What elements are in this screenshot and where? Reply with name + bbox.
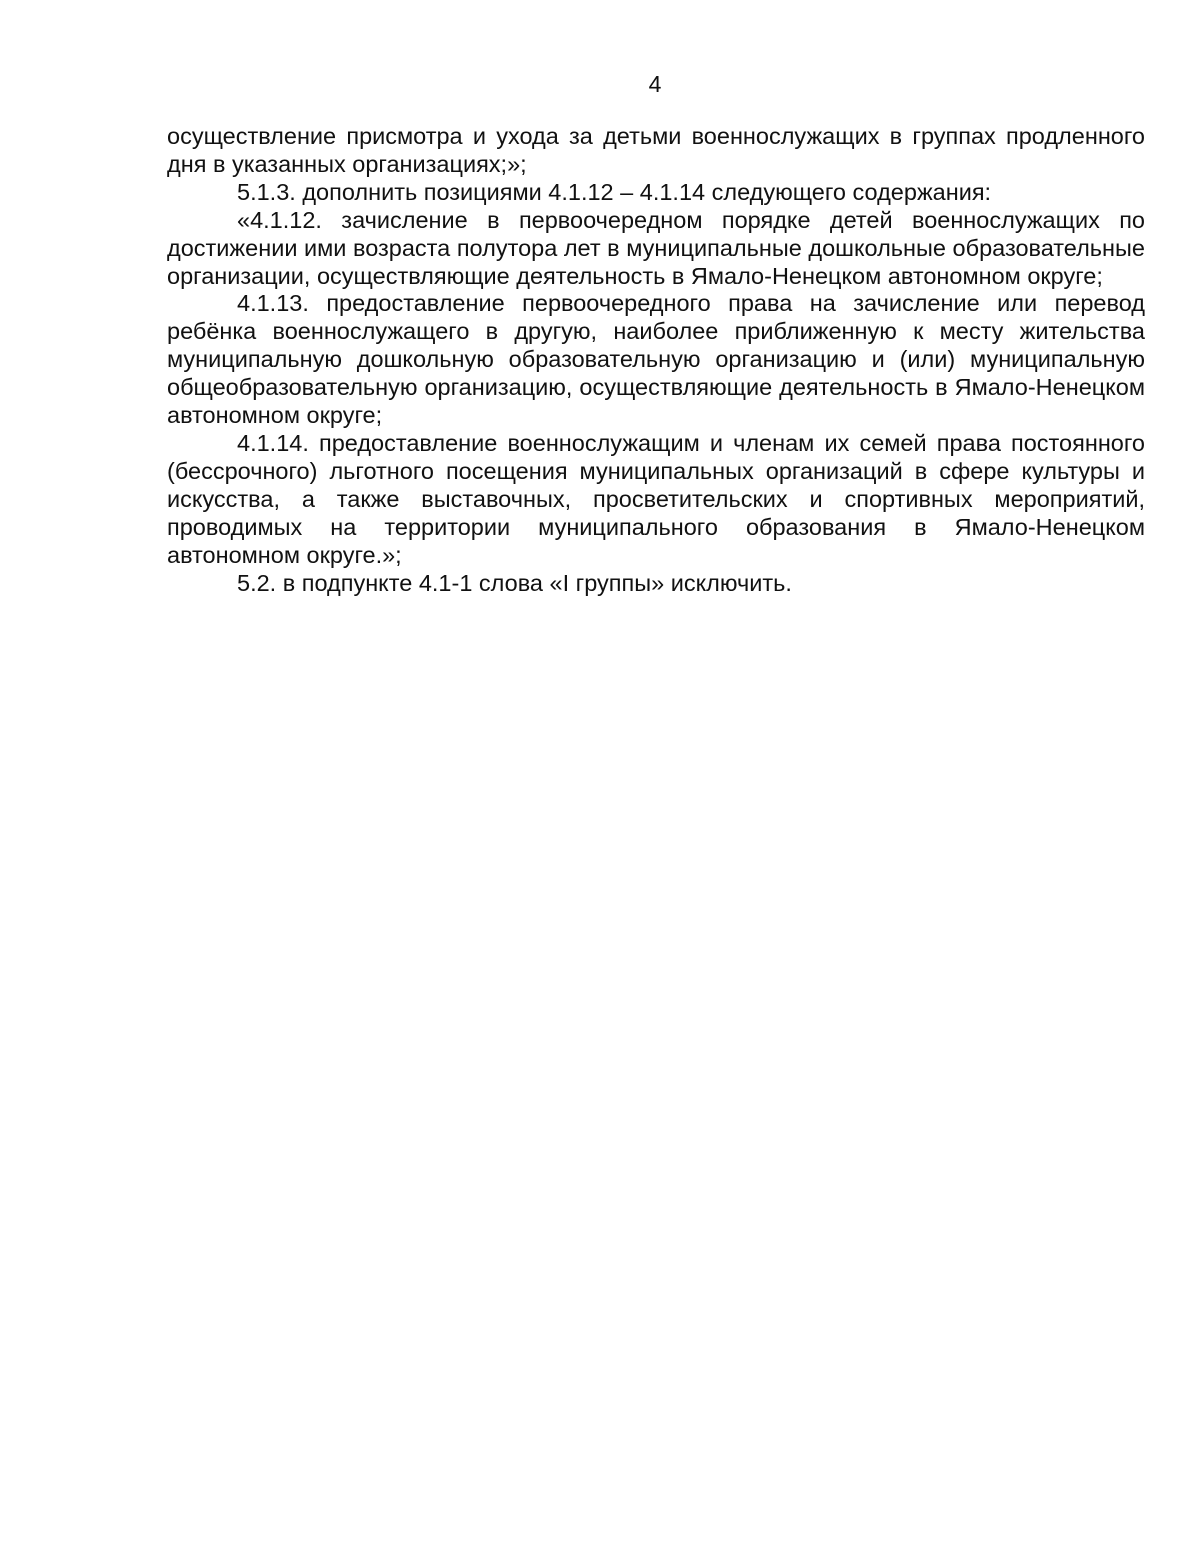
paragraph-continuation: осуществление присмотра и ухода за детьми военнослужащих в группах продленного дня в указанных организациях;»;	[167, 123, 1145, 177]
paragraph-4-1-13: 4.1.13. предоставление первоочередного права на зачисление или перевод ребёнка военнослужащего в другую, наиболее приближенную к месту жительства муниципальную дошкольную образовательную организацию и (или) муниципальную общеобразовательную организацию, осуществляющие деятельность в Ямало-Ненецком автономном округе;	[167, 290, 1145, 429]
paragraph-5-1-3: 5.1.3. дополнить позициями 4.1.12 – 4.1.14 следующего содержания:	[237, 178, 992, 205]
paragraph-4-1-14: 4.1.14. предоставление военнослужащим и членам их семей права постоянного (бессрочного) льготного посещения муниципальных организаций в сфере культуры и искусства, а также выставочных, просветительских и спортивных мероприятий, проводимых на территории муниципального образования в Ямало-Ненецком автономном округе.»;	[167, 429, 1145, 568]
paragraph-5-2: 5.2. в подпункте 4.1-1 слова «I группы» исключить.	[237, 569, 792, 596]
document-body	[167, 123, 1145, 597]
paragraph-4-1-12: «4.1.12. зачисление в первоочередном порядке детей военнослужащих по достижении ими возраста полутора лет в муниципальные дошкольные образовательные организации, осуществляющие деятельность в Ямало-Ненецком автономном округе;	[167, 206, 1145, 289]
page-number: 4	[648, 71, 662, 97]
